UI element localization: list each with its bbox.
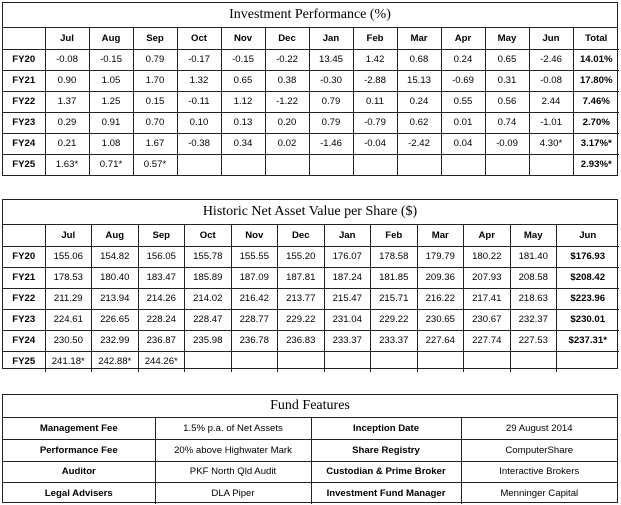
row-header: FY22 [3,91,45,112]
nav-title: Historic Net Asset Value per Share ($) [3,200,617,225]
value-cell: 181.85 [371,267,418,288]
value-cell: 213.77 [278,288,325,309]
value-cell: 231.04 [324,309,371,330]
row-header: FY20 [3,246,45,267]
value-cell: 227.64 [417,330,464,351]
value-cell: 0.74 [485,112,529,133]
value-cell: 185.89 [185,267,232,288]
row-header: FY24 [3,133,45,154]
value-cell: 207.93 [464,267,511,288]
table-row [3,288,619,309]
value-cell: 155.06 [45,246,92,267]
value-cell: 179.79 [417,246,464,267]
column-header: Aug [89,28,133,49]
value-cell: 1.70 [133,70,177,91]
value-cell [464,351,511,372]
row-header: FY24 [3,330,45,351]
value-cell: 0.62 [397,112,441,133]
value-cell: 0.65 [221,70,265,91]
column-header: Jul [45,28,89,49]
table-row [3,461,617,483]
value-cell: 227.74 [464,330,511,351]
value-cell: 0.24 [441,49,485,70]
value-cell [529,154,573,175]
value-cell: 0.13 [221,112,265,133]
column-header: Mar [417,225,464,246]
value-cell [185,351,232,372]
value-cell: -1.46 [309,133,353,154]
value-cell [353,154,397,175]
value-cell: 0.79 [309,91,353,112]
value-cell: 228.24 [138,309,185,330]
column-header: Sep [138,225,185,246]
value-cell: 230.65 [417,309,464,330]
column-header: Apr [441,28,485,49]
column-header: Nov [231,225,278,246]
column-header: Sep [133,28,177,49]
total-cell: $208.42 [557,267,619,288]
performance-grid [3,28,619,175]
column-header: Oct [185,225,232,246]
value-cell: 0.10 [177,112,221,133]
value-cell: 213.94 [92,288,139,309]
value-cell: -0.30 [309,70,353,91]
value-cell: 229.22 [371,309,418,330]
total-cell: $230.01 [557,309,619,330]
value-cell: 0.01 [441,112,485,133]
value-cell: 0.38 [265,70,309,91]
value-cell [371,351,418,372]
value-cell: 228.47 [185,309,232,330]
feature-value: 29 August 2014 [461,418,617,440]
header-corner [3,28,45,49]
value-cell: -0.79 [353,112,397,133]
total-cell: 17.80% [573,70,619,91]
value-cell: -0.04 [353,133,397,154]
header-corner [3,225,45,246]
nav-grid [3,225,619,372]
value-cell: 226.65 [92,309,139,330]
value-cell: 1.63* [45,154,89,175]
table-row [3,351,619,372]
value-cell: 155.78 [185,246,232,267]
value-cell: -0.22 [265,49,309,70]
value-cell: 1.67 [133,133,177,154]
feature-label: Inception Date [311,418,461,440]
value-cell: 181.40 [510,246,557,267]
column-header: Jan [324,225,371,246]
value-cell: 0.57* [133,154,177,175]
value-cell: -0.15 [89,49,133,70]
investment-performance-table [2,2,618,176]
value-cell: 178.53 [45,267,92,288]
column-header: Jan [309,28,353,49]
table-row [3,483,617,505]
table-row [3,246,619,267]
nav-per-share-table [2,199,618,369]
fund-features-table [2,394,618,503]
row-header: FY23 [3,112,45,133]
value-cell: 0.15 [133,91,177,112]
value-cell: 224.61 [45,309,92,330]
value-cell: 1.25 [89,91,133,112]
column-header: Dec [278,225,325,246]
value-cell: 187.24 [324,267,371,288]
value-cell: 154.82 [92,246,139,267]
column-header: May [510,225,557,246]
column-header: Nov [221,28,265,49]
column-header: Apr [464,225,511,246]
value-cell: 229.22 [278,309,325,330]
table-row [3,330,619,351]
value-cell: 242.88* [92,351,139,372]
value-cell: 235.98 [185,330,232,351]
row-header: FY20 [3,49,45,70]
performance-title: Investment Performance (%) [3,3,617,28]
feature-value: 1.5% p.a. of Net Assets [155,418,311,440]
feature-label: Performance Fee [3,440,155,462]
value-cell: 4.30* [529,133,573,154]
feature-value: Interactive Brokers [461,461,617,483]
feature-value: ComputerShare [461,440,617,462]
column-header: Feb [353,28,397,49]
value-cell: 1.12 [221,91,265,112]
value-cell: 208.58 [510,267,557,288]
value-cell: 1.42 [353,49,397,70]
value-cell: 180.22 [464,246,511,267]
column-header: Jun [557,225,619,246]
value-cell [417,351,464,372]
column-header: Jun [529,28,573,49]
value-cell: 0.71* [89,154,133,175]
value-cell: -0.38 [177,133,221,154]
feature-value: PKF North Qld Audit [155,461,311,483]
value-cell: -2.88 [353,70,397,91]
total-cell: 3.17%* [573,133,619,154]
value-cell: 0.68 [397,49,441,70]
column-header: Aug [92,225,139,246]
value-cell: 216.42 [231,288,278,309]
value-cell: 215.47 [324,288,371,309]
value-cell [510,351,557,372]
column-header: Dec [265,28,309,49]
value-cell: 232.37 [510,309,557,330]
value-cell: 0.29 [45,112,89,133]
value-cell: 1.05 [89,70,133,91]
value-cell: 0.90 [45,70,89,91]
feature-label: Custodian & Prime Broker [311,461,461,483]
value-cell: 228.77 [231,309,278,330]
value-cell: 178.58 [371,246,418,267]
value-cell: 214.02 [185,288,232,309]
value-cell: 0.24 [397,91,441,112]
value-cell: -0.08 [529,70,573,91]
value-cell: 232.99 [92,330,139,351]
value-cell: 0.65 [485,49,529,70]
feature-label: Share Registry [311,440,461,462]
value-cell: 230.50 [45,330,92,351]
value-cell: 0.21 [45,133,89,154]
value-cell: 244.26* [138,351,185,372]
value-cell: 183.47 [138,267,185,288]
value-cell: 0.91 [89,112,133,133]
table-row [3,154,619,175]
value-cell: 214.26 [138,288,185,309]
value-cell: -0.09 [485,133,529,154]
value-cell: 0.20 [265,112,309,133]
value-cell: 0.02 [265,133,309,154]
feature-label: Investment Fund Manager [311,483,461,505]
value-cell: 217.41 [464,288,511,309]
value-cell: 0.11 [353,91,397,112]
features-grid [3,418,617,504]
value-cell: 0.31 [485,70,529,91]
value-cell: 187.09 [231,267,278,288]
table-row [3,112,619,133]
table-row [3,418,617,440]
value-cell: 236.78 [231,330,278,351]
value-cell: 211.29 [45,288,92,309]
column-header: Total [573,28,619,49]
value-cell: -0.11 [177,91,221,112]
value-cell: 236.83 [278,330,325,351]
value-cell [265,154,309,175]
column-header: May [485,28,529,49]
value-cell [485,154,529,175]
value-cell: 241.18* [45,351,92,372]
feature-value: 20% above Highwater Mark [155,440,311,462]
header-row [3,225,619,246]
value-cell: 156.05 [138,246,185,267]
value-cell: 233.37 [371,330,418,351]
value-cell [309,154,353,175]
value-cell: 0.55 [441,91,485,112]
value-cell: 230.67 [464,309,511,330]
table-row [3,440,617,462]
header-row [3,28,619,49]
value-cell: -2.42 [397,133,441,154]
row-header: FY21 [3,267,45,288]
value-cell: -1.01 [529,112,573,133]
row-header: FY23 [3,309,45,330]
table-row [3,309,619,330]
value-cell: -0.08 [45,49,89,70]
value-cell: 155.55 [231,246,278,267]
total-cell: 2.93%* [573,154,619,175]
table-row [3,49,619,70]
table-row [3,133,619,154]
table-row [3,70,619,91]
value-cell: 218.63 [510,288,557,309]
value-cell: 233.37 [324,330,371,351]
value-cell [221,154,265,175]
value-cell [278,351,325,372]
feature-label: Legal Advisers [3,483,155,505]
feature-value: Menninger Capital [461,483,617,505]
table-row [3,91,619,112]
column-header: Feb [371,225,418,246]
row-header: FY25 [3,351,45,372]
feature-label: Management Fee [3,418,155,440]
value-cell: 236.87 [138,330,185,351]
feature-label: Auditor [3,461,155,483]
value-cell: 0.34 [221,133,265,154]
value-cell: 0.79 [133,49,177,70]
value-cell: 13.45 [309,49,353,70]
value-cell [397,154,441,175]
features-title: Fund Features [3,395,617,418]
value-cell: 0.79 [309,112,353,133]
total-cell: $237.31* [557,330,619,351]
value-cell: 176.07 [324,246,371,267]
value-cell: 155.20 [278,246,325,267]
total-cell [557,351,619,372]
value-cell: -0.15 [221,49,265,70]
value-cell: 227.53 [510,330,557,351]
row-header: FY25 [3,154,45,175]
value-cell: 209.36 [417,267,464,288]
column-header: Mar [397,28,441,49]
value-cell: -0.17 [177,49,221,70]
value-cell: 187.81 [278,267,325,288]
total-cell: 14.01% [573,49,619,70]
value-cell: 0.70 [133,112,177,133]
table-row [3,267,619,288]
value-cell: 15.13 [397,70,441,91]
total-cell: $223.96 [557,288,619,309]
value-cell [177,154,221,175]
value-cell: -2.46 [529,49,573,70]
value-cell: 1.37 [45,91,89,112]
row-header: FY21 [3,70,45,91]
value-cell: 215.71 [371,288,418,309]
feature-value: DLA Piper [155,483,311,505]
total-cell: $176.93 [557,246,619,267]
value-cell: 2.44 [529,91,573,112]
value-cell: 180.40 [92,267,139,288]
value-cell [441,154,485,175]
value-cell [231,351,278,372]
row-header: FY22 [3,288,45,309]
value-cell: 216.22 [417,288,464,309]
value-cell: -1.22 [265,91,309,112]
total-cell: 7.46% [573,91,619,112]
value-cell: 0.04 [441,133,485,154]
column-header: Jul [45,225,92,246]
column-header: Oct [177,28,221,49]
value-cell: 1.32 [177,70,221,91]
value-cell: 0.56 [485,91,529,112]
value-cell: 1.08 [89,133,133,154]
value-cell [324,351,371,372]
total-cell: 2.70% [573,112,619,133]
value-cell: -0.69 [441,70,485,91]
